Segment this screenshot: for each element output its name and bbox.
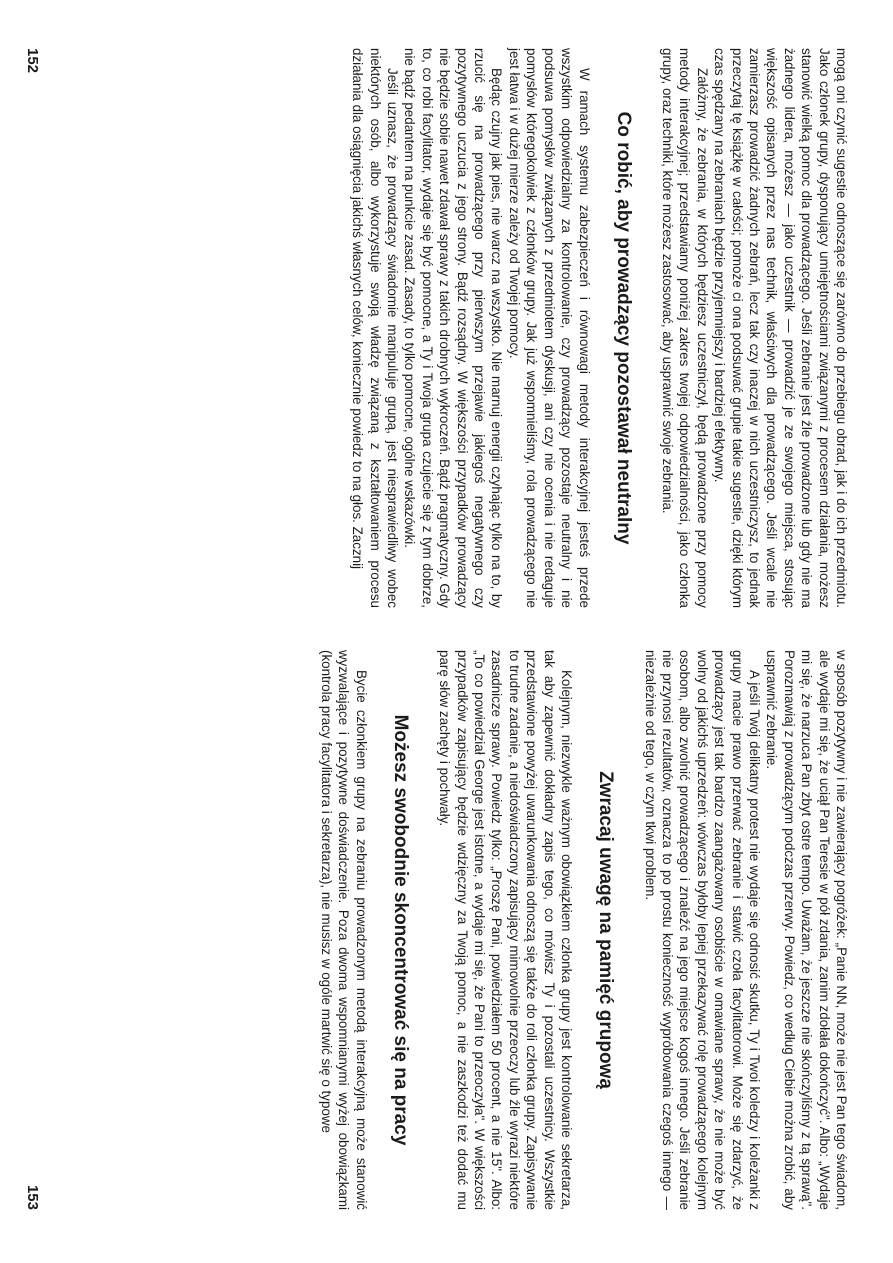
- page-153: [20, 650, 850, 1210]
- paragraph: Bycie członkiem grupy na zebraniu prowadzonym metodą interakcyjną może stanowić wyzwalające i pozytywne doświadczenie. Poza dwoma wspomnianymi wyżej obowiązkami (kontrola pracy facylitatora i sekretarza), nie musisz w ogóle martwić się o typowe: [319, 650, 369, 1210]
- paragraph: Kolejnym, niezwykle ważnym obowiązkiem członka grupy jest kontrolowanie sekretarza, tak aby zapewnić dokładny zapis tego, co mówisz Ty i pozostali uczestnicy. Wszystkie przedstawione powyżej uwarunkowania odnoszą się także do roli członka grupy. Zapisywanie to trudne zadanie, a niedoświadczony zapisujący mimowolnie przeoczy lub źle wyrazi niektóre zasadnicze sprawy. Powiedz tylko: „Proszę Pani, powiedziałem 50 procent, a nie 15". Albo: „To co powiedział George jest istotne, a wydaje mi się, że Pani to przeoczyła". W większości przypadków zapisujący będzie wdzięczny za Twoją pomoc, a nie zaszkodzi też dodać mu parę słów zachęty i pochwały.: [437, 650, 575, 1210]
- paragraph: Będąc czujny jak pies, nie warcz na wszystko. Nie marnuj energii czyhając tylko na to, by rzucić się na prowadzącego przy pierwszym przejawie jakiegoś negatywnego czy pozytywnego uczucia z jego strony. Bądź rozsądny. W większości przypadków prowadzący nie będzie sobie nawet zdawał sprawy z takich drobnych wykroczeń. Bądź pragmatyczny. Gdy to, co robi facylitator, wydaje się być pomocne, a Ty i Twoja grupa czujecie się z tym dobrze, nie bądź pedantem na punkcie zasad. Zasady, to tylko pomocne, ogólne wskazówki.: [402, 48, 505, 608]
- paragraph: Załóżmy, że zebrania, w których będziesz uczestniczył, będą prowadzone przy pomocy metody interakcyjnej; przedstawiamy poniżej zakres twojej odpowiedzialności, jako członka grupy, oraz techniki, które możesz zastosować, aby usprawnić swoje zebrania.: [659, 48, 710, 608]
- section-heading: Zwracaj uwagę na pamięć grupową: [595, 771, 617, 1089]
- paragraph: mogą oni czynić sugestie odnoszące się zarówno do przebiegu obrad, jak i do ich przedmiotu. Jako członek grupy, dysponujący umiejętnościami związanymi z procesem działania, możesz stanowić wielką pomoc dla prowadzącego. Jeśli zebranie jest źle prowadzone lub gdy nie ma żadnego lidera, możesz — jako uczestnik — prowadzić je ze swojego miejsca, stosując większość opisanych przez nas technik, właściwych dla prowadzącego. Jeśli wcale nie zamierzasz prowadzić żadnych zebrań, lecz tak czy inaczej w nich uczestniczysz, to jednak przeczytaj tę książkę w całości; pomoże ci ona podsuwać grupie takie sugestie, dzięki którym czas spędzany na zebraniach będzie przyjemniejszy i bardziej efektywny.: [712, 48, 849, 608]
- paragraph: w sposób pozytywny i nie zawierający pogróżek: „Panie NN, może nie jest Pan tego świadom, ale wydaje mi się, że uciął Pan Teresie w pół zdania, zanim zdołała dokończyć". Albo: „Wydaje mi się, że narzuca Pan zbyt ostre tempo. Uważam, że jeszcze nie skończyliśmy z tą sprawą". Porozmawiaj z prowadzącym podczas przerwy. Powiedz, co według Ciebie można zrobić, aby usprawnić zebranie.: [764, 650, 849, 1210]
- paragraph: Jeśli uznasz, że prowadzący świadomie manipuluje grupą, jest niesprawiedliwy wobec niektórych osób, albo wykorzystuje swoją władzę związaną z kształtowaniem procesu działania dla osiągnięcia jakichś własnych celów, koniecznie powiedz to na głos. Zacznij: [350, 48, 401, 608]
- section-heading: Co robić, aby prowadzący pozostawał neutralny: [612, 111, 634, 545]
- section-heading: Możesz swobodnie skoncentrować się na pracy: [389, 714, 411, 1146]
- paragraph: A jeśli Twój delikatny protest nie wydaje się odnosić skutku, Ty i Twoi koledzy i koleżanki z grupy macie prawo przerwać zebranie i stawić czoła facylitatorowi. Może się zdarzyć, że prowadzący jest tak bardzo zaangażowany osobiście w omawiane sprawy, że nie może być wolny od jakichś uprzedzeń: wówczas byłoby lepiej przekazywać rolę prowadzącego kolejnym osobom, albo zwolnić prowadzącego i znaleźć na jego miejsce kogoś innego. Jeśli zebranie nie przynosi rezultatów, oznacza to po prostu konieczność wypróbowania czegoś innego — niezależnie od tego, w czym tkwi problem.: [642, 650, 762, 1210]
- page-number: 153: [24, 1184, 41, 1210]
- page-number: 152: [24, 48, 41, 74]
- paragraph: W ramach systemu zabezpieczeń i równowagi metody interakcyjnej jesteś przede wszystkim odpowiedzialny za kontrolowanie, czy prowadzący pozostaje neutralny i nie podsuwa pomysłów związanych z przedmiotem dyskusji, ani czy nie ocenia i nie redaguje pomysłów któregokolwiek z członków grupy. Jak już wspomnieliśmy, rola prowadzącego nie jest łatwa i w dużej mierze zależy od Twojej pomocy.: [506, 48, 592, 608]
- page-152: [20, 48, 850, 608]
